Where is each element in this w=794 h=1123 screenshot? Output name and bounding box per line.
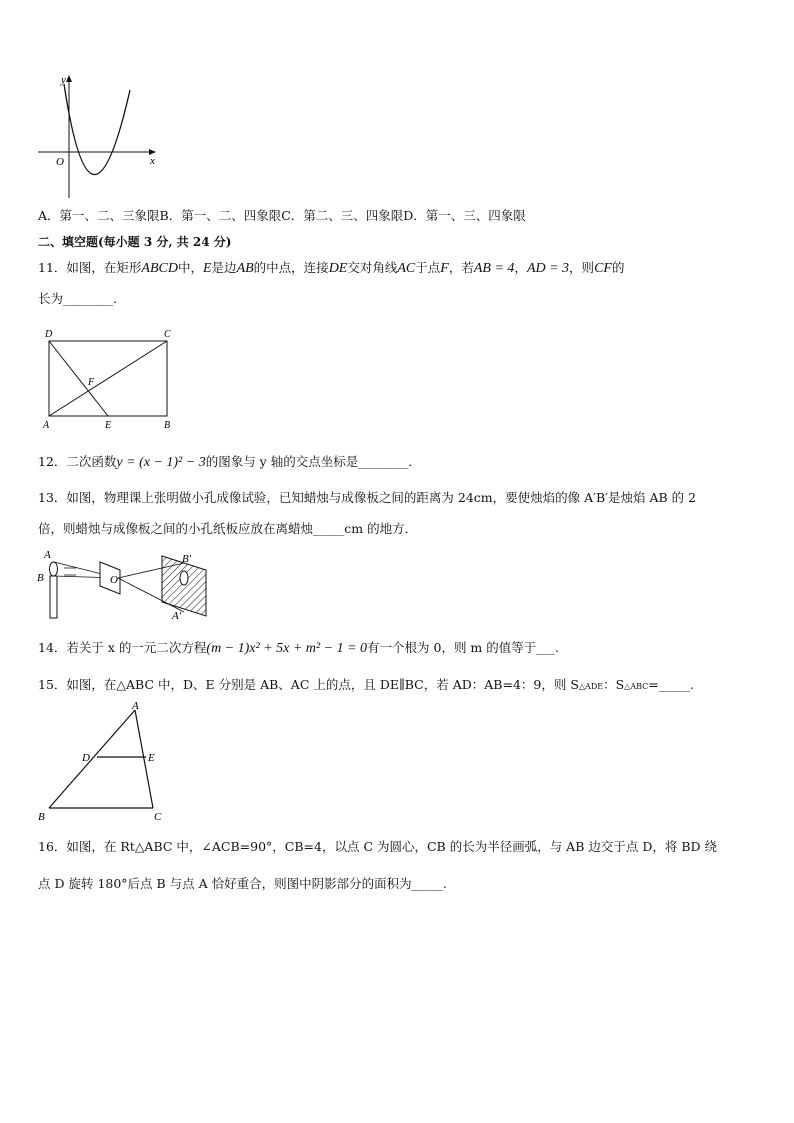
label-a: A [43,420,50,431]
q11-text: 的中点，连接 [253,260,329,275]
q11-eq: AD = 3 [526,261,570,276]
q15-sub: △ABC [624,682,649,691]
q11-line2: 长为________. [38,291,117,306]
label-c: C [154,811,162,823]
pinhole-figure [34,548,214,622]
segment-de [49,341,108,416]
q12-formula: y = (x − 1)² − 3 [116,455,206,470]
q15-text: =_____. [648,677,694,692]
q10-choices: A．第一、二、三象限B．第一、二、四象限C．第二、三、四象限D．第一、三、四象限 [38,208,526,223]
y-axis-arrow [66,75,72,82]
label-o: O [110,574,118,586]
rectangle-figure [38,324,183,432]
graph-origin-label: O [56,156,64,168]
image-flame [180,571,188,585]
q12-line [38,454,421,471]
label-a: A [44,549,51,561]
side-ab [49,710,135,808]
q14-text: 14．若关于 x 的一元二次方程 [38,640,207,655]
q11-text: ， [514,260,527,275]
label-b: B [38,811,45,823]
q13-line2: 倍，则蜡烛与成像板之间的小孔纸板应放在离蜡烛_____cm 的地方． [38,521,418,536]
q16-line2: 点 D 旋转 180°后点 B 与点 A 恰好重合，则图中阴影部分的面积为_____. [38,876,447,891]
q14-formula: (m − 1)x² + 5x + m² − 1 = 0 [206,641,368,656]
q11-text: ，则 [569,260,595,275]
label-e: E [148,752,155,764]
q12-text: 的图象与 y 轴的交点坐标是________． [205,454,421,469]
label-b-prime: B′ [182,553,192,565]
q11-text: 中， [177,260,203,275]
q15-line [38,677,694,695]
q15-sub: △ADE [578,682,604,691]
parabola-graph [34,72,169,202]
candle [50,576,57,618]
label-c: C [164,329,171,340]
q11-text: 11．如图，在矩形 [38,260,142,275]
q11-text: 交对角线 [347,260,398,275]
label-e: E [105,420,112,431]
q11-var: AC [397,261,416,276]
parabola-curve [64,84,130,175]
label-b: B [37,572,44,584]
graph-x-label: x [150,155,155,167]
triangle-figure [34,700,174,824]
section-title: 二、填空题(每小题 3 分, 共 24 分) [38,235,232,249]
q14-line [38,640,559,657]
q14-text: 有一个根为 0，则 m 的值等于___. [367,640,559,655]
label-a: A [132,700,139,712]
q11-var: E [202,261,212,276]
flame [50,562,58,576]
q11-text: 的 [611,260,625,275]
q15-text: ：S [603,677,625,692]
label-d: D [82,752,90,764]
q16-line1: 16．如图，在 Rt△ABC 中，∠ACB=90°，CB=4，以点 C 为圆心，CB 的长为半径画弧，与 AB 边交于点 D，将 BD 绕 [38,839,718,854]
q11-text: 是边 [211,260,237,275]
q15-text: 15．如图，在△ABC 中，D、E 分别是 AB、AC 上的点，且 DE∥BC，若 AD：AB=4：9，则 S [38,677,579,692]
q11-var: F [440,261,449,276]
q11-var: DE [328,261,348,276]
q11-line1 [38,260,624,277]
label-d: D [45,329,53,340]
diagonal-ac [49,341,167,416]
q11-text: ，若 [448,260,474,275]
q11-text: 于点 [415,260,441,275]
q12-text: 12．二次函数 [38,454,117,469]
label-f: F [88,377,95,388]
q11-eq: AB = 4 [473,261,515,276]
label-a-prime: A′ [172,610,182,622]
q13-line1: 13．如图，物理课上张明做小孔成像试验，已知蜡烛与成像板之间的距离为 24cm，要使烛焰的像 A′B′是烛焰 AB 的 2 [38,490,697,505]
q11-var: AB [236,261,254,276]
q11-var: ABCD [141,261,178,276]
label-b: B [164,420,171,431]
image-screen [162,556,206,616]
q11-var: CF [594,261,612,276]
graph-y-label: y [61,74,66,86]
